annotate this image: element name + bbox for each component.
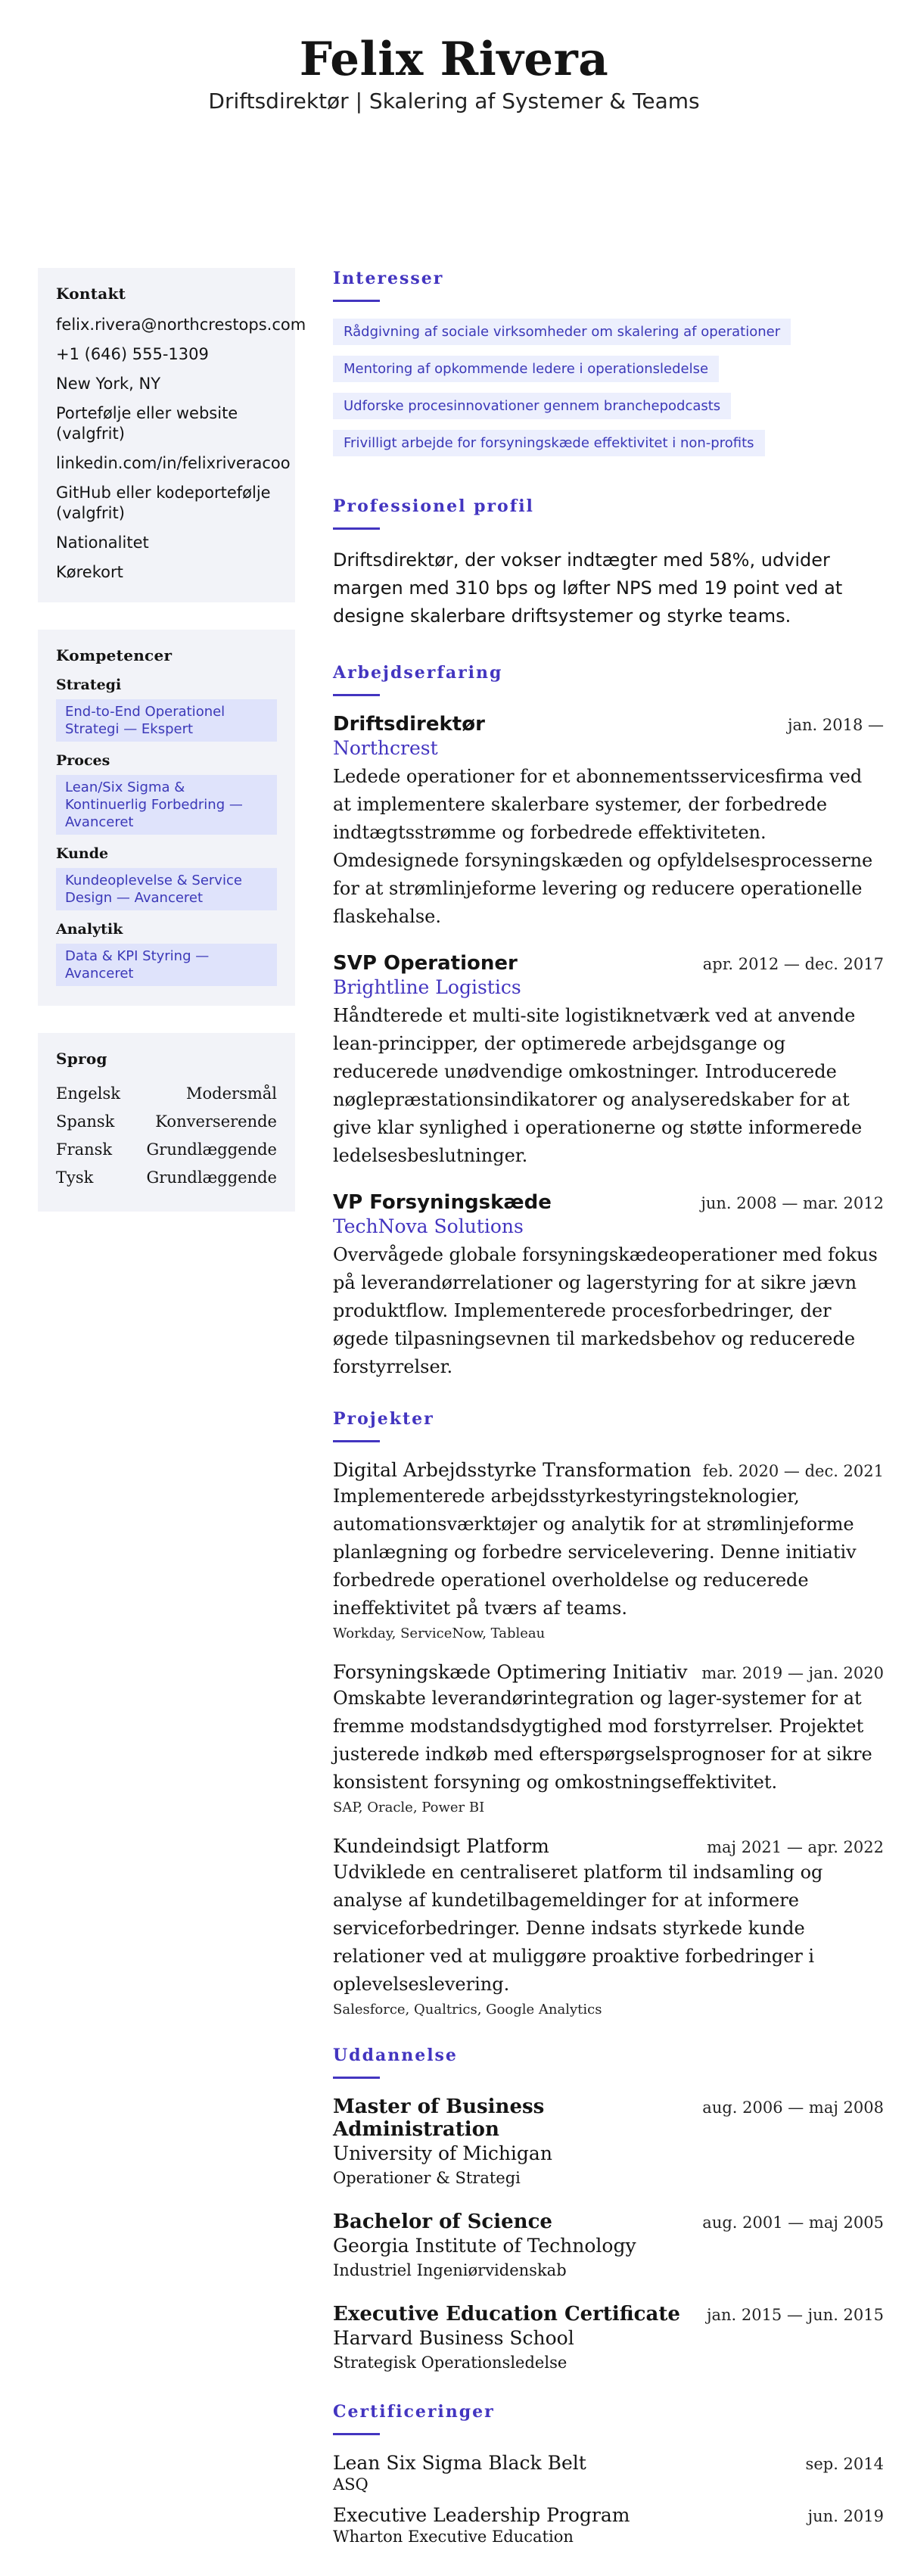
job-entry <box>333 952 884 1170</box>
profile-summary: Driftsdirektør, der vokser indtægter med 58%, udvider margen med 310 bps og løfter NPS med 19 point ved at designe skalerbare driftsystemer og styrke teams. <box>333 549 843 627</box>
education-school: Harvard Business School <box>333 2327 574 2349</box>
education-section <box>333 2045 884 2374</box>
project-title: Forsyningskæde Optimering Initiativ <box>333 1661 688 1683</box>
interest-tag: Frivilligt arbejde for forsyningskæde effektivitet i non-profits <box>333 430 765 456</box>
certification-name: Executive Leadership Program <box>333 2504 630 2526</box>
section-title-interests: Interesser <box>333 269 444 288</box>
profile-section <box>333 496 884 630</box>
job-company: Northcrest <box>333 737 438 759</box>
interests-section <box>333 268 884 467</box>
certification-name: Lean Six Sigma Black Belt <box>333 2452 586 2474</box>
job-entry <box>333 713 884 931</box>
resume-header <box>0 0 908 115</box>
job-date: apr. 2012 — dec. 2017 <box>702 955 884 973</box>
certification-entry <box>333 2504 884 2547</box>
section-divider <box>333 527 380 530</box>
job-description: Overvågede globale forsyningskædeoperationer med fokus på leverandørrelationer og lagerstyring for at sikre jævn produktflow. Implementerede procesforbedringer, der øgede tilpasningsevnen til markedsbehov og reducerede forstyrrelser. <box>333 1244 878 1377</box>
contact-heading: Kontakt <box>56 285 126 303</box>
education-date: aug. 2006 — maj 2008 <box>702 2098 884 2117</box>
language-row <box>56 1164 277 1192</box>
project-description: Udviklede en centraliseret platform til indsamling og analyse af kundetilbagemeldinger for at informere serviceforbedringer. Denne indsats styrkede kunde relationer ved at muliggøre proaktive forbedringer i oplevelseslevering. <box>333 1862 823 1995</box>
language-name: Engelsk <box>56 1084 120 1103</box>
language-level: Konverserende <box>155 1112 277 1131</box>
project-tech: Salesforce, Qualtrics, Google Analytics <box>333 2002 602 2018</box>
project-tech: Workday, ServiceNow, Tableau <box>333 1626 546 1641</box>
section-title-education: Uddannelse <box>333 2046 458 2065</box>
experience-section <box>333 662 884 1381</box>
skill-chip: End-to-End Operationel Strategi — Ekspert <box>56 699 277 742</box>
section-divider <box>333 300 380 302</box>
education-date: jan. 2015 — jun. 2015 <box>706 2306 884 2324</box>
job-description: Håndterede et multi-site logistiknetværk ved at anvende lean-principper, der optimerede arbejdsgange og reducerede unødvendige omkostninger. Introducerede nøglepræstationsindikatorer og analyseredskaber for at give klar synlighed i operationerne og støtte informerede ledelsesbeslutninger. <box>333 1005 863 1166</box>
education-entry <box>333 2210 884 2282</box>
education-entry <box>333 2303 884 2374</box>
project-title: Digital Arbejdsstyrke Transformation <box>333 1459 692 1481</box>
contact-email[interactable]: felix.rivera@northcrestops.com <box>56 316 306 334</box>
language-name: Spansk <box>56 1112 115 1131</box>
project-date: mar. 2019 — jan. 2020 <box>701 1664 884 1682</box>
languages-card <box>38 1033 295 1212</box>
languages-heading: Sprog <box>56 1050 107 1068</box>
job-title: Driftsdirektør <box>333 713 485 736</box>
job-company: TechNova Solutions <box>333 1215 524 1237</box>
job-date: jan. 2018 — <box>787 716 884 734</box>
project-entry <box>333 1835 884 2018</box>
job-entry <box>333 1191 884 1381</box>
interest-tag: Rådgivning af sociale virksomheder om skalering af operationer <box>333 319 791 345</box>
project-date: maj 2021 — apr. 2022 <box>707 1838 884 1856</box>
skill-group-analytics <box>56 921 277 986</box>
project-tech: SAP, Oracle, Power BI <box>333 1800 485 1815</box>
job-title: SVP Operationer <box>333 952 518 975</box>
education-entry <box>333 2095 884 2189</box>
skill-group-label: Analytik <box>56 921 123 938</box>
education-field: Operationer & Strategi <box>333 2169 521 2187</box>
section-divider <box>333 2433 380 2435</box>
skill-group-label: Proces <box>56 752 110 769</box>
project-title: Kundeindsigt Platform <box>333 1835 549 1857</box>
contact-nationality: Nationalitet <box>56 534 149 552</box>
skill-group-label: Kunde <box>56 845 109 862</box>
project-entry <box>333 1459 884 1641</box>
education-field: Industriel Ingeniørvidenskab <box>333 2261 567 2279</box>
section-divider <box>333 1440 380 1442</box>
interest-tag: Mentoring af opkommende ledere i operationsledelse <box>333 356 719 382</box>
contact-portfolio[interactable]: Portefølje eller website (valgfrit) <box>56 404 238 443</box>
skill-chip: Lean/Six Sigma & Kontinuerlig Forbedring — Avanceret <box>56 775 277 835</box>
skills-card <box>38 630 295 1006</box>
education-date: aug. 2001 — maj 2005 <box>702 2214 884 2232</box>
language-row <box>56 1080 277 1108</box>
certifications-section <box>333 2401 884 2547</box>
education-field: Strategisk Operationsledelse <box>333 2354 568 2372</box>
education-degree: Executive Education Certificate <box>333 2303 680 2326</box>
skill-chip: Kundeoplevelse & Service Design — Avanceret <box>56 868 277 910</box>
skill-group-strategy <box>56 677 277 742</box>
project-entry <box>333 1661 884 1815</box>
section-divider <box>333 2077 380 2079</box>
section-title-projects: Projekter <box>333 1409 434 1429</box>
section-divider <box>333 694 380 696</box>
job-description: Ledede operationer for et abonnementsservicesfirma ved at implementere skalerbare systemer, der forbedrede indtægtsstrømme og forbedrede effektiviteten. Omdesignede forsyningskæden og opfyldelsesprocesserne for at strømlinjeforme levering og reducere operationelle flaskehalse. <box>333 766 873 927</box>
skill-group-process <box>56 752 277 835</box>
contact-location: New York, NY <box>56 375 161 393</box>
interests-list <box>333 319 884 467</box>
skill-group-customer <box>56 845 277 910</box>
project-description: Implementerede arbejdsstyrkestyringsteknologier, automationsværktøjer og analytik for at strømlinjeforme planlægning og forbedre servicelevering. Denne initiativ forbedrede operationel overholdelse og reducerede ineffektivitet på tværs af teams. <box>333 1486 857 1619</box>
interest-tag: Udforske procesinnovationer gennem branchepodcasts <box>333 393 731 419</box>
person-name: Felix Rivera <box>299 33 609 86</box>
education-degree: Bachelor of Science <box>333 2210 552 2233</box>
contact-drivers-license: Kørekort <box>56 563 123 581</box>
language-row <box>56 1108 277 1136</box>
skill-group-label: Strategi <box>56 677 122 693</box>
section-title-experience: Arbejdserfaring <box>333 663 503 683</box>
contact-phone[interactable]: +1 (646) 555-1309 <box>56 345 209 363</box>
certification-date: jun. 2019 <box>807 2507 884 2525</box>
certification-issuer: ASQ <box>333 2475 368 2494</box>
contact-github[interactable]: GitHub eller kodeportefølje (valgfrit) <box>56 484 271 522</box>
education-school: Georgia Institute of Technology <box>333 2235 636 2257</box>
job-title: VP Forsyningskæde <box>333 1191 552 1214</box>
language-name: Tysk <box>56 1168 94 1187</box>
sidebar <box>38 268 306 1239</box>
language-name: Fransk <box>56 1140 113 1159</box>
section-title-profile: Professionel profil <box>333 496 534 516</box>
section-title-certifications: Certificeringer <box>333 2402 495 2422</box>
job-company: Brightline Logistics <box>333 976 521 998</box>
certification-entry <box>333 2452 884 2495</box>
education-school: University of Michigan <box>333 2142 552 2164</box>
language-level: Grundlæggende <box>146 1168 277 1187</box>
certification-date: sep. 2014 <box>805 2455 884 2473</box>
skill-chip: Data & KPI Styring — Avanceret <box>56 944 277 986</box>
education-degree: Master of Business Administration <box>333 2095 545 2141</box>
project-description: Omskabte leverandørintegration og lager-systemer for at fremme modstandsdygtighed mod forstyrrelser. Projektet justerede indkøb med efterspørgselsprognoser for at sikre konsistent forsyning og omkostningseffektivitet. <box>333 1688 872 1793</box>
project-date: feb. 2020 — dec. 2021 <box>702 1462 884 1480</box>
certification-issuer: Wharton Executive Education <box>333 2528 574 2546</box>
job-date: jun. 2008 — mar. 2012 <box>701 1194 884 1212</box>
language-level: Grundlæggende <box>146 1140 277 1159</box>
skills-heading: Kompetencer <box>56 646 173 664</box>
main-content <box>333 268 884 2574</box>
projects-section <box>333 1408 884 2018</box>
contact-card <box>38 268 306 602</box>
person-subtitle: Driftsdirektør | Skalering af Systemer & Teams <box>208 89 700 114</box>
contact-linkedin[interactable]: linkedin.com/in/felixriveracoo <box>56 454 291 472</box>
language-level: Modersmål <box>186 1084 277 1103</box>
language-row <box>56 1136 277 1164</box>
